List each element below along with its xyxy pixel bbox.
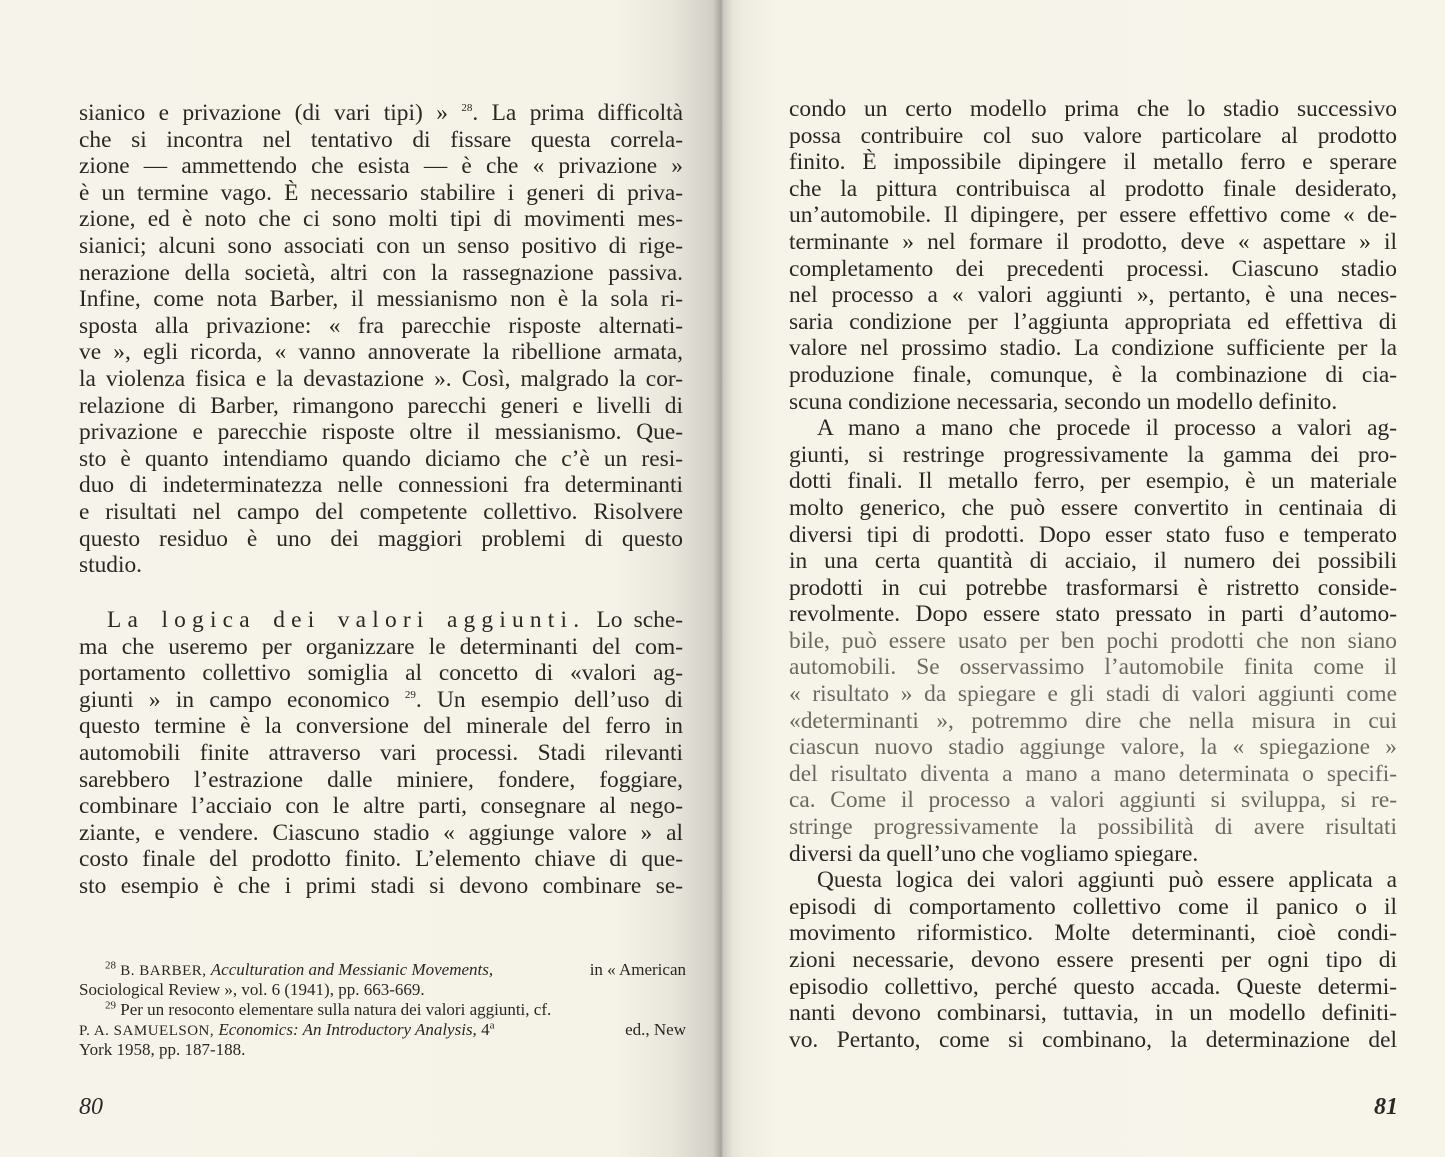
left-paragraph-1	[79, 100, 683, 579]
text-line: dotti finali. Il metallo ferro, per esempio, è un materiale	[789, 468, 1397, 495]
footnotes	[79, 960, 686, 1060]
text-line: episodi di comportamento collettivo come il panico o il	[789, 893, 1397, 920]
text-line: zione — ammettendo che esista — è che « privazione »	[79, 153, 683, 180]
text-line: sianici; alcuni sono associati con un senso positivo di rige-	[79, 232, 683, 259]
text-line: nel processo a « valori aggiunti », pertanto, è una neces-	[789, 282, 1397, 309]
right-page-text	[789, 96, 1397, 1053]
footnote-29: $^{29}$ Per un resoconto elementare sulla natura dei valori aggiunti, cf.	[105, 999, 552, 1019]
text-line: costo finale del prodotto finito. L’elemento chiave di que-	[79, 846, 683, 873]
text-line: episodio collettivo, perché questo accada. Queste determi-	[789, 973, 1397, 1000]
text-line: prodotti in cui potrebbe trasformarsi è ristretto conside-	[789, 574, 1397, 601]
text-line: che si incontra nel tentativo di fissare questa correla-	[79, 126, 683, 153]
text-line: la violenza fisica e la devastazione ». Così, malgrado la cor-	[79, 365, 683, 392]
text-line: e risultati nel campo del competente collettivo. Risolvere	[79, 498, 683, 525]
text-line: diversi da quell’uno che vogliamo spiegare.	[789, 840, 1199, 867]
text-line: zioni necessarie, devono essere presenti per ogni tipo di	[789, 947, 1397, 973]
left-paragraph-2	[79, 607, 683, 900]
text-line: ziante, e vendere. Ciascuno stadio « aggiunge valore » al	[79, 819, 683, 846]
text-line: possa contribuire col suo valore particolare al prodotto	[789, 122, 1397, 149]
text-line: sianico e privazione (di vari tipi) » $^{28}$. La prima difficoltà	[79, 100, 683, 126]
footnote-28-cont: Sociological Review », vol. 6 (1941), pp. 663-669.	[79, 980, 425, 999]
text-line: valore nel prossimo stadio. La condizione sufficiente per la	[789, 335, 1397, 362]
text-line: nerazione della società, altri con la rassegnazione passiva.	[79, 259, 683, 286]
text-line: giunti » in campo economico $^{29}$. Un esempio dell’uso di	[79, 686, 683, 713]
text-line: sposta alla privazione: « fra parecchie risposte alternati-	[79, 312, 683, 339]
text-line: movimento riformistico. Molte determinanti, cioè condi-	[789, 920, 1397, 947]
footnote-28: $^{28}$ B. BARBER, Acculturation and Messianic Movements, in « American	[105, 959, 686, 979]
text-line: Questa logica dei valori aggiunti può essere applicata a	[817, 867, 1397, 894]
text-line: zione, ed è noto che ci sono molti tipi di movimenti mes-	[79, 206, 683, 233]
text-line: A mano a mano che procede il processo a valori ag-	[817, 415, 1397, 442]
text-line: «determinanti », potremmo dire che nella misura in cui	[789, 707, 1397, 734]
text-line: saria condizione per l’aggiunta appropriata ed effettiva di	[789, 308, 1397, 335]
text-line: studio.	[79, 552, 143, 579]
page-number-left: 80	[79, 1094, 103, 1120]
text-line: combinare l’acciaio con le altre parti, consegnare al nego-	[79, 793, 683, 820]
text-line: privazione e parecchie risposte oltre il messianismo. Que-	[79, 419, 683, 446]
text-line: condo un certo modello prima che lo stadio successivo	[789, 96, 1397, 122]
text-line: in una certa quantità di acciaio, il numero dei possibili	[789, 548, 1397, 575]
text-line: giunti, si restringe progressivamente la gamma dei pro-	[789, 441, 1397, 468]
section-heading: La logica dei valori aggiunti.	[107, 607, 586, 633]
text-line: relazione di Barber, rimangono parecchi generi e livelli di	[79, 392, 683, 419]
footnote-29-cont: P. A. SAMUELSON, Economics: An Introductory Analysis, 4$^a$ ed., New	[79, 1019, 686, 1039]
text-line: completamento dei precedenti processi. Ciascuno stadio	[789, 255, 1397, 282]
text-line: « risultato » da spiegare e gli stadi di valori aggiunti come	[789, 681, 1397, 708]
text-line: questo residuo è uno dei maggiori problemi di questo	[79, 525, 683, 552]
text-line: ve », egli ricorda, « vanno annoverate la ribellione armata,	[79, 339, 683, 366]
page-number-right: 81	[1374, 1094, 1398, 1120]
text-line: duo di indeterminatezza nelle connessioni fra determinanti	[79, 472, 683, 499]
text-line: molto generico, che può essere convertito in centinaia di	[789, 494, 1397, 521]
text-line: automobili finite attraverso vari processi. Stadi rilevanti	[79, 739, 683, 766]
text-line: nanti devono combinarsi, tuttavia, in un modello definiti-	[789, 1000, 1397, 1027]
text-line: sto è quanto intendiamo quando diciamo che c’è un resi-	[79, 445, 683, 472]
text-line: portamento collettivo somiglia al concetto di «valori ag-	[79, 660, 683, 687]
footnote-ref-28[interactable]: 28	[461, 102, 473, 115]
section-heading-line: La logica dei valori aggiunti. Lo sche-	[107, 607, 683, 633]
text-line: ma che useremo per organizzare le determinanti del com-	[79, 633, 683, 660]
text-line: questo termine è la conversione del minerale del ferro in	[79, 713, 683, 740]
text-line: vo. Pertanto, come si combinano, la determinazione del	[789, 1026, 1397, 1053]
text-line: sto esempio è che i primi stadi si devono combinare se-	[79, 872, 683, 899]
text-line: ciascun nuovo stadio aggiunge valore, la « spiegazione »	[789, 734, 1397, 761]
text-line: produzione finale, comunque, è la combinazione di cia-	[789, 361, 1397, 388]
footnote-ref-29[interactable]: 29	[404, 688, 416, 701]
text-line: bile, può essere usato per ben pochi prodotti che non siano	[789, 627, 1397, 654]
text-line: diversi tipi di prodotti. Dopo esser stato fuso e temperato	[789, 521, 1397, 548]
text-line: del risultato diventa a mano a mano determinata o specifi-	[789, 760, 1397, 787]
text-line: revolmente. Dopo essere stato pressato in parti d’automo-	[789, 601, 1397, 628]
footnote-29-cont2: York 1958, pp. 187-188.	[79, 1040, 246, 1059]
text-line: sarebbero l’estrazione dalle miniere, fondere, foggiare,	[79, 766, 683, 793]
text-line: scuna condizione necessaria, secondo un modello definito.	[789, 388, 1338, 415]
book-gutter	[712, 0, 732, 1157]
text-line: Infine, come nota Barber, il messianismo non è la sola ri-	[79, 286, 683, 313]
text-line: un’automobile. Il dipingere, per essere effettivo come « de-	[789, 202, 1397, 229]
text-line: che la pittura contribuisca al prodotto finale desiderato,	[789, 175, 1397, 202]
text-line: ca. Come il processo a valori aggiunti si sviluppa, si re-	[789, 787, 1397, 814]
text-line: finito. È impossibile dipingere il metallo ferro e sperare	[789, 149, 1397, 176]
text-line: terminante » nel formare il prodotto, deve « aspettare » il	[789, 228, 1397, 255]
text-line: automobili. Se osservassimo l’automobile finita come il	[789, 654, 1397, 681]
text-line: stringe progressivamente la possibilità di avere risultati	[789, 814, 1397, 841]
text-line: è un termine vago. È necessario stabilire i generi di priva-	[79, 179, 683, 206]
